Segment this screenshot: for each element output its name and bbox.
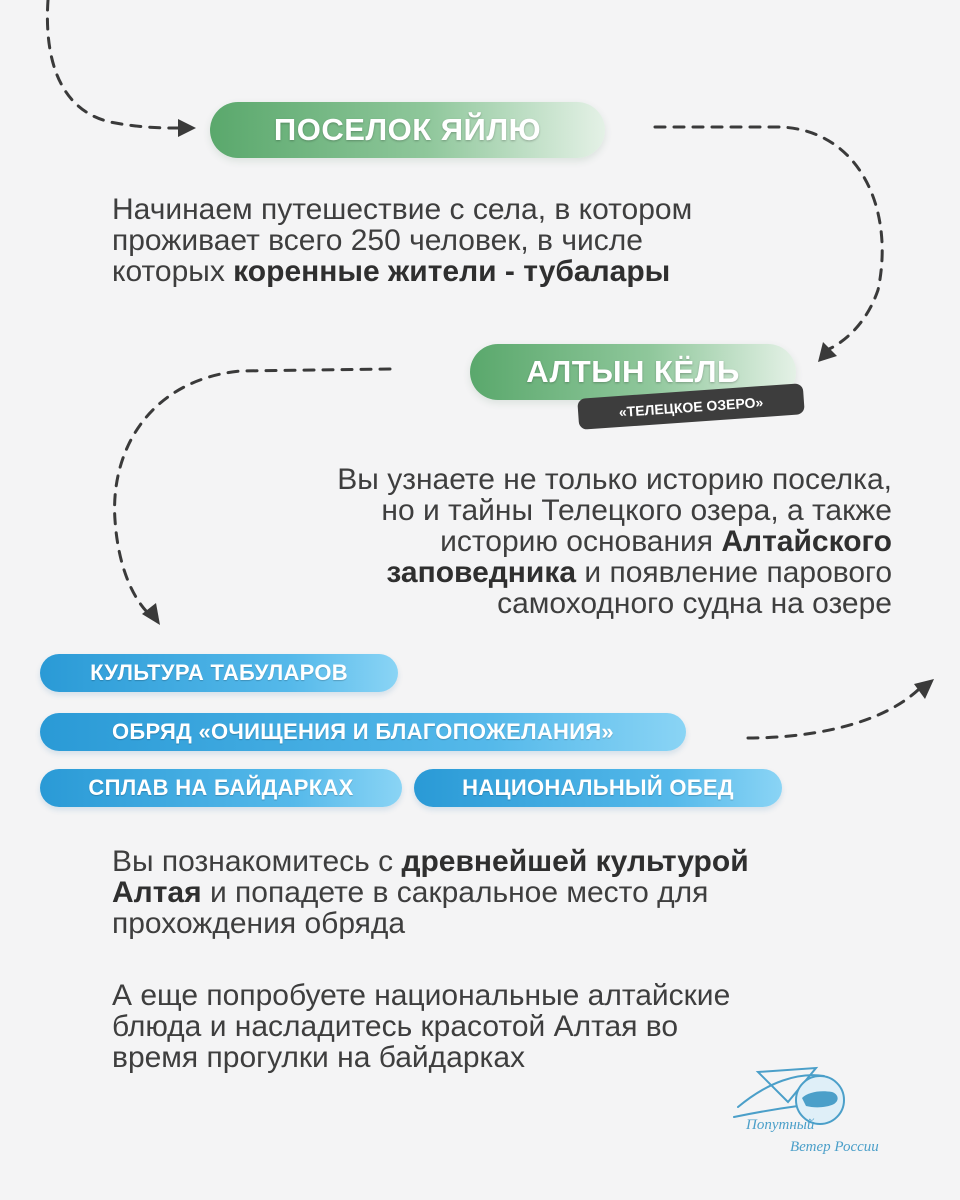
logo-line2: Ветер России bbox=[790, 1139, 879, 1155]
food-line2: блюда и насладитесь красотой Алтая во bbox=[112, 1010, 679, 1043]
stop-title-yaylyu bbox=[210, 102, 605, 158]
stop2-line4-bold: заповедника bbox=[386, 556, 577, 589]
stop1-line3: которых bbox=[112, 255, 234, 288]
stop1-bold: коренные жители - тубалары bbox=[233, 255, 671, 288]
arrowhead-3 bbox=[142, 603, 160, 625]
culture-bold2: Алтая bbox=[112, 876, 202, 909]
culture-plain3: прохождения обряда bbox=[112, 907, 406, 940]
tag-ritual-text: ОБРЯД «ОЧИЩЕНИЯ И БЛАГОПОЖЕЛАНИЯ» bbox=[112, 719, 614, 744]
stop2-line5: самоходного судна на озере bbox=[497, 587, 892, 620]
logo-wordmark bbox=[744, 1114, 934, 1174]
tag-kayaking bbox=[40, 769, 402, 807]
tag-culture bbox=[40, 654, 398, 692]
route-arrow-1 bbox=[47, 0, 178, 128]
stop1-line2: проживает всего 250 человек, в числе bbox=[112, 224, 643, 257]
logo-line1: Попутный bbox=[746, 1117, 815, 1133]
culture-plain2: и попадете в сакральное место для bbox=[201, 876, 709, 909]
arrowhead-2 bbox=[818, 342, 837, 362]
tag-kayaking-text: СПЛАВ НА БАЙДАРКАХ bbox=[88, 775, 354, 800]
tag-ritual bbox=[40, 713, 686, 751]
culture-bold1: древнейшей культурой bbox=[401, 845, 749, 878]
food-line1: А еще попробуете национальные алтайские bbox=[112, 979, 731, 1012]
stop2-line1: Вы узнаете не только историю поселка, bbox=[337, 463, 892, 496]
food-line3: время прогулки на байдарках bbox=[112, 1041, 525, 1074]
arrowhead-1 bbox=[178, 119, 196, 137]
stop1-line1: Начинаем путешествие с села, в котором bbox=[112, 193, 693, 226]
route-arrow-4 bbox=[748, 690, 918, 738]
stop-title-yaylyu-text: ПОСЕЛОК ЯЙЛЮ bbox=[273, 112, 542, 147]
tag-national-lunch bbox=[414, 769, 782, 807]
stop1-description bbox=[112, 194, 812, 287]
food-description bbox=[112, 980, 832, 1073]
culture-plain1: Вы познакомитесь с bbox=[112, 845, 402, 878]
arrowhead-4 bbox=[914, 679, 934, 699]
stop2-line3-bold: Алтайского bbox=[721, 525, 892, 558]
stop2-line4-plain: и появление парового bbox=[576, 556, 892, 589]
stop2-line2: но и тайны Телецкого озера, а также bbox=[381, 494, 892, 527]
stop-title-altyn-kel-text: АЛТЫН КЁЛЬ bbox=[526, 354, 740, 389]
tag-national-lunch-text: НАЦИОНАЛЬНЫЙ ОБЕД bbox=[462, 775, 734, 800]
culture-description bbox=[112, 846, 832, 939]
stop2-description bbox=[240, 464, 892, 619]
stop2-line3-plain: историю основания bbox=[440, 525, 722, 558]
tag-culture-text: КУЛЬТУРА ТАБУЛАРОВ bbox=[90, 660, 348, 685]
stop-subtitle-text: «ТЕЛЕЦКОЕ ОЗЕРО» bbox=[618, 393, 764, 420]
